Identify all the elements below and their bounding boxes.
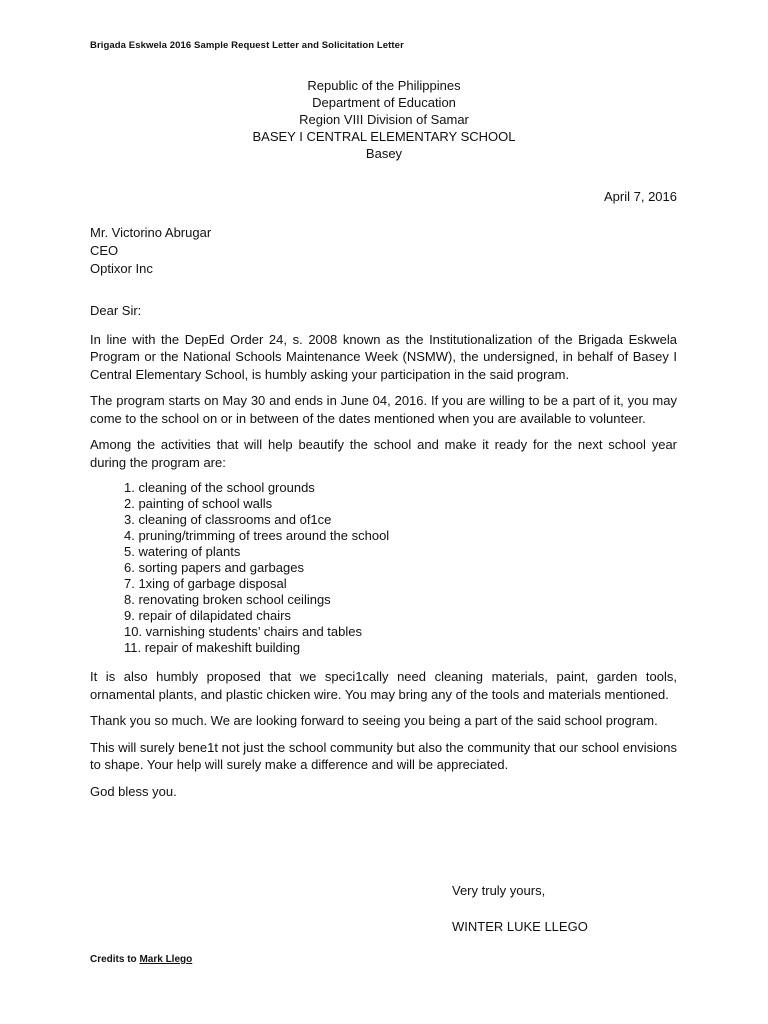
letterhead-region: Region VIII Division of Samar	[299, 112, 469, 127]
letterhead	[0, 77, 768, 162]
list-item: 11. repair of makeshift building	[124, 640, 301, 655]
paragraph-blessing: God bless you.	[90, 783, 177, 799]
valediction: Very truly yours,	[452, 883, 546, 898]
recipient-title: CEO	[90, 243, 119, 258]
list-item: 3. cleaning of classrooms and of1ce	[124, 512, 332, 527]
list-item: 9. repair of dilapidated chairs	[124, 608, 291, 623]
paragraph-benefit: This will surely bene1t not just the school community but also the community that our school envisions to shape. Your help will surely make a difference and will be appreciated.	[90, 739, 677, 772]
closing	[452, 883, 545, 901]
letterhead-country: Republic of the Philippines	[307, 78, 461, 93]
list-item: 7. 1xing of garbage disposal	[124, 576, 287, 591]
list-item: 2. painting of school walls	[124, 496, 273, 511]
letterhead-school: BASEY I CENTRAL ELEMENTARY SCHOOL	[252, 129, 516, 144]
list-item: 6. sorting papers and garbages	[124, 560, 304, 575]
credits	[90, 954, 192, 965]
credits-link[interactable]: Mark Llego	[139, 954, 193, 965]
list-item: 10. varnishing students’ chairs and tables	[124, 624, 362, 639]
credits-prefix: Credits to	[90, 954, 137, 965]
list-item: 4. pruning/trimming of trees around the school	[124, 528, 390, 543]
recipient-block	[90, 224, 211, 278]
letterhead-department: Department of Education	[312, 95, 456, 110]
document-header: Brigada Eskwela 2016 Sample Request Letter and Solicitation Letter	[90, 40, 404, 51]
paragraph-schedule: The program starts on May 30 and ends in June 04, 2016. If you are willing to be a part of it, you may come to the school on or in between of the dates mentioned when you are available to volunteer.	[90, 393, 677, 426]
salutation: Dear Sir:	[90, 303, 142, 318]
paragraph-request: It is also humbly proposed that we speci1cally need cleaning materials, paint, garden tools, ornamental plants, and plastic chicken wire. You may bring any of the tools and materials mentioned.	[90, 669, 677, 702]
letter-date: April 7, 2016	[604, 189, 677, 204]
paragraph-activities-intro: Among the activities that will help beautify the school and make it ready for the next school year during the program are:	[90, 437, 677, 470]
activities-list	[90, 480, 677, 656]
letter-body	[90, 302, 677, 809]
recipient-name: Mr. Victorino Abrugar	[90, 225, 212, 240]
signer-name: WINTER LUKE LLEGO	[452, 919, 588, 934]
list-item: 1. cleaning of the school grounds	[124, 480, 315, 495]
recipient-company: Optixor Inc	[90, 261, 153, 276]
paragraph-intro: In line with the DepEd Order 24, s. 2008 known as the Institutionalization of the Brigada Eskwela Program or the National Schools Maintenance Week (NSMW), the undersigned, in behalf of Basey I Central Elementary School, is humbly asking your participation in the said program.	[90, 331, 677, 382]
list-item: 5. watering of plants	[124, 544, 241, 559]
paragraph-thanks: Thank you so much. We are looking forward to seeing you being a part of the said school program.	[90, 713, 658, 728]
letterhead-town: Basey	[365, 146, 403, 161]
list-item: 8. renovating broken school ceilings	[124, 592, 331, 607]
